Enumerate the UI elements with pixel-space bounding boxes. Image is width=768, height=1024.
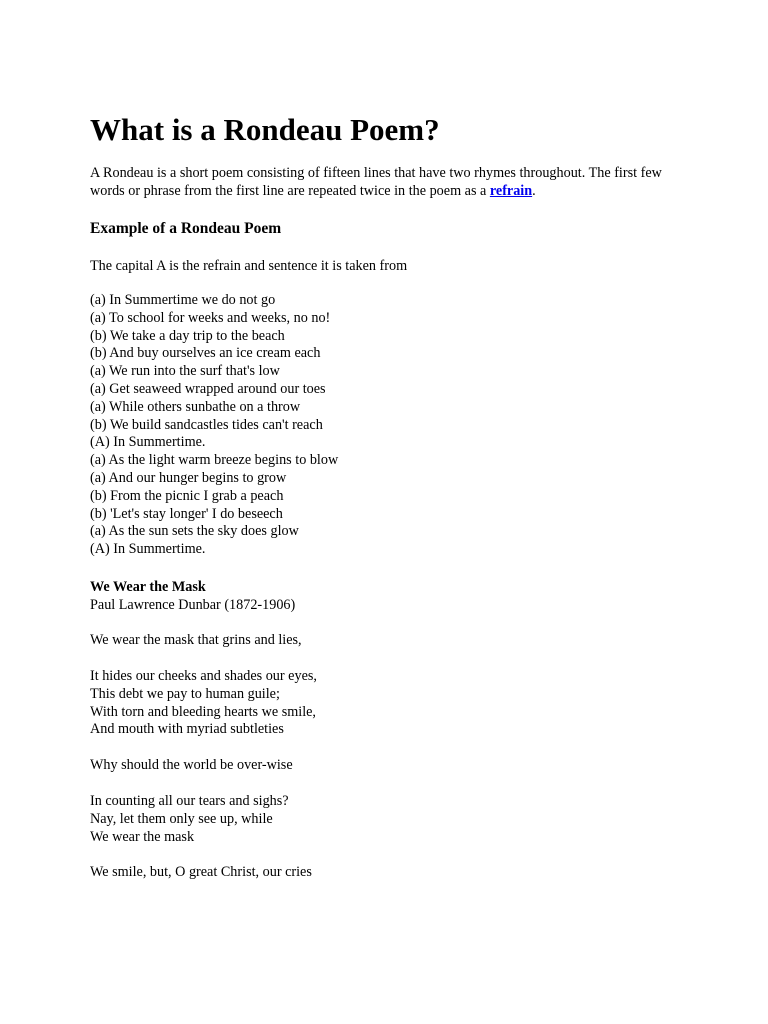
rondeau-line: (A) In Summertime.: [90, 434, 206, 451]
poem-stanza: [90, 632, 302, 650]
poem-line: It hides our cheeks and shades our eyes,: [90, 668, 317, 684]
rondeau-line: (b) And buy ourselves an ice cream each: [90, 345, 321, 362]
poem-line: Nay, let them only see up, while: [90, 810, 273, 827]
rondeau-line: (A) In Summertime.: [90, 541, 206, 558]
poem-line: Why should the world be over-wise: [90, 757, 293, 773]
poem-line: This debt we pay to human guile;: [90, 685, 280, 702]
refrain-link[interactable]: refrain: [489, 183, 533, 199]
poem-stanza: [90, 757, 293, 775]
rondeau-line: (a) To school for weeks and weeks, no no!: [90, 309, 331, 326]
page-title: What is a Rondeau Poem?: [90, 112, 440, 147]
poem-line: And mouth with myriad subtleties: [90, 721, 284, 738]
intro-text: A Rondeau is a short poem consisting of fifteen lines that have two rhymes throughout. The first few words or phrase from the first line are repeated twice in the poem as a: [90, 165, 662, 199]
rondeau-line: (a) While others sunbathe on a throw: [90, 398, 301, 415]
poem-line: We wear the mask: [90, 828, 195, 845]
rondeau-lines: [90, 292, 338, 559]
rondeau-line: (b) We take a day trip to the beach: [90, 327, 285, 344]
rondeau-line: (b) From the picnic I grab a peach: [90, 487, 284, 504]
example-heading: Example of a Rondeau Poem: [90, 220, 282, 237]
rondeau-line: (a) In Summertime we do not go: [90, 292, 276, 308]
poem-line: We smile, but, O great Christ, our cries: [90, 864, 312, 880]
poem-author: Paul Lawrence Dunbar (1872-1906): [90, 597, 296, 613]
poem-line: We wear the mask that grins and lies,: [90, 632, 302, 648]
rondeau-line: (a) Get seaweed wrapped around our toes: [90, 380, 326, 397]
rondeau-line: (b) 'Let's stay longer' I do beseech: [90, 505, 283, 522]
poem-title: We Wear the Mask: [90, 579, 206, 595]
poem-stanza: [90, 864, 312, 882]
poem-stanza: [90, 793, 289, 846]
rondeau-line: (a) As the light warm breeze begins to blow: [90, 452, 339, 469]
poem-line: In counting all our tears and sighs?: [90, 793, 289, 809]
poem-line: With torn and bleeding hearts we smile,: [90, 703, 316, 720]
example-note: The capital A is the refrain and sentence it is taken from: [90, 258, 408, 274]
rondeau-line: (a) And our hunger begins to grow: [90, 469, 287, 486]
rondeau-line: (a) As the sun sets the sky does glow: [90, 523, 299, 540]
rondeau-line: (a) We run into the surf that's low: [90, 363, 280, 380]
poem-stanza: [90, 668, 317, 739]
intro-text-end: .: [532, 183, 536, 199]
rondeau-line: (b) We build sandcastles tides can't reach: [90, 416, 323, 433]
intro-paragraph: [90, 164, 690, 200]
